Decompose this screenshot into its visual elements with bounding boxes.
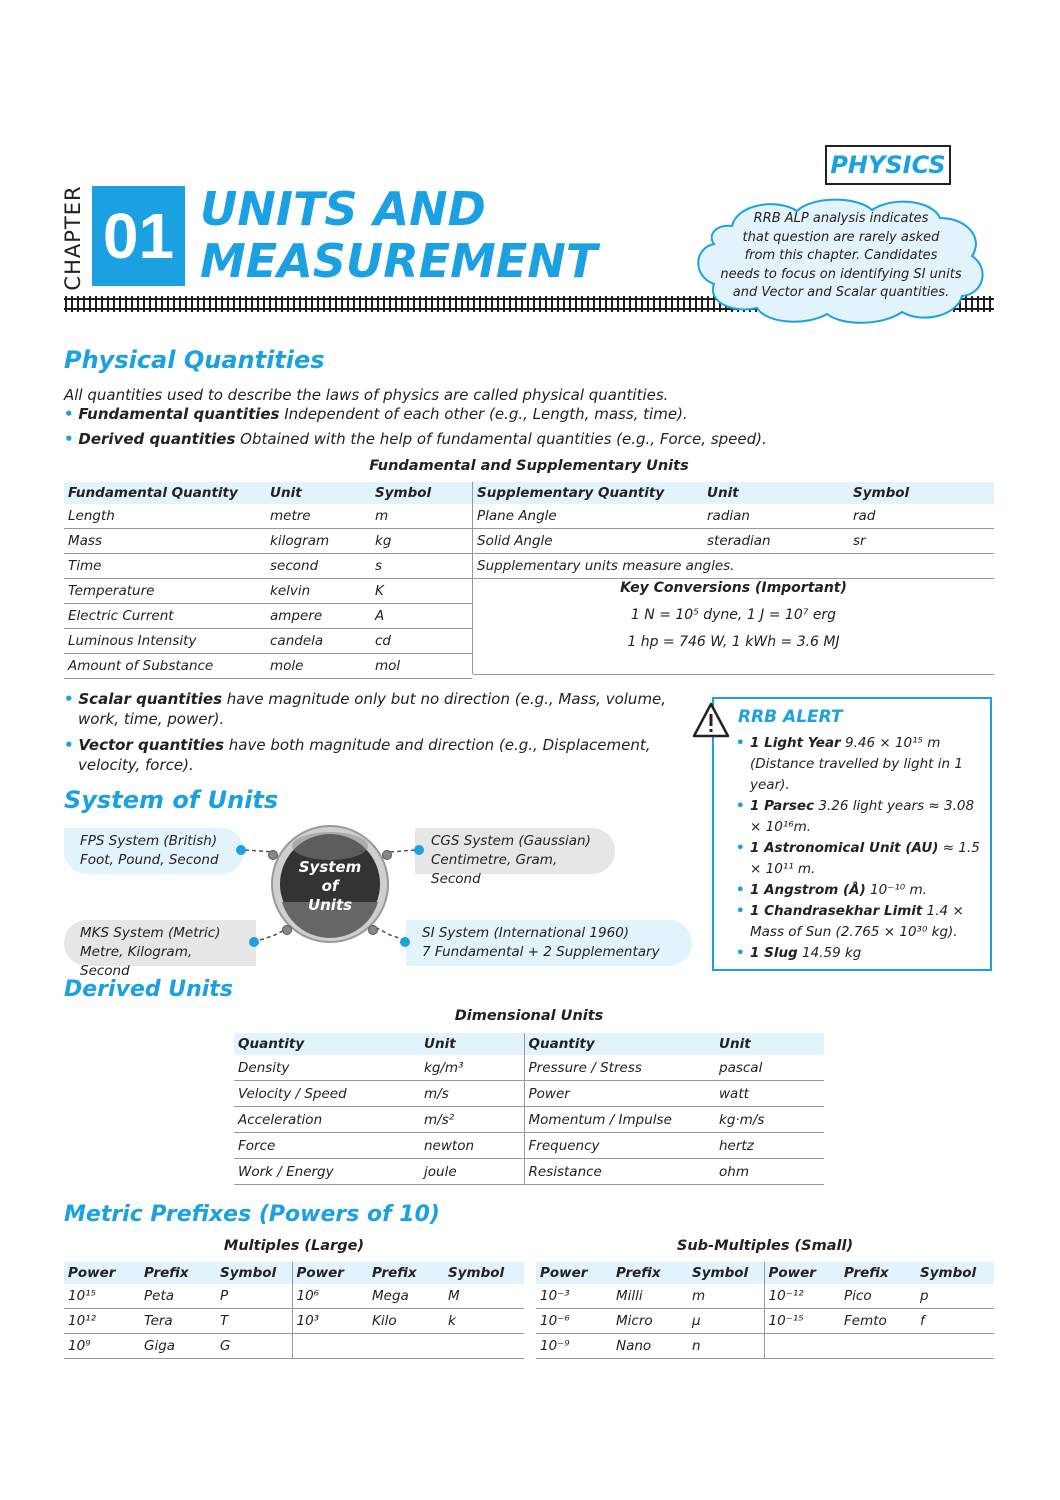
cell: [840, 1334, 916, 1359]
chapter-label: [58, 185, 88, 291]
description: have magnitude only but no direction (e.g., Mass, volume, work, time, power).: [78, 690, 667, 728]
term: Scalar quantities: [78, 690, 223, 708]
table-row: [536, 1334, 994, 1359]
key-conversions-title: Key Conversions (Important): [620, 580, 847, 596]
cell: Peta: [140, 1284, 216, 1309]
list-item: [736, 838, 986, 880]
physical-quantities-intro: All quantities used to describe the laws of physics are called physical quantities.: [64, 386, 669, 404]
cell: kg·m/s: [715, 1107, 824, 1133]
list-item: [736, 943, 986, 964]
cell: n: [688, 1334, 764, 1359]
cgs-system-box: [415, 828, 615, 887]
hub-node: [368, 925, 378, 935]
cell: Pico: [840, 1284, 916, 1309]
term: 1 Slug: [750, 945, 798, 961]
hub-label-line: Units: [307, 896, 353, 914]
column-header: Symbol: [849, 482, 994, 504]
section-heading-system-of-units: System of Units: [64, 786, 279, 814]
system-title: FPS System (British): [80, 833, 218, 849]
cell: Force: [234, 1133, 420, 1159]
cell: rad: [849, 504, 994, 529]
cell: ampere: [266, 604, 371, 629]
cell: Tera: [140, 1309, 216, 1334]
cell: m: [688, 1284, 764, 1309]
cell: watt: [715, 1081, 824, 1107]
description: 14.59 kg: [797, 945, 862, 961]
title-line-1: UNITS AND: [200, 182, 486, 236]
cell: Plane Angle: [473, 504, 703, 529]
term: Fundamental quantities: [78, 405, 280, 423]
bullet-icon: •: [64, 430, 74, 448]
cell: Giga: [140, 1334, 216, 1359]
cell: k: [444, 1309, 524, 1334]
cell: Amount of Substance: [64, 654, 266, 679]
cell: second: [266, 554, 371, 579]
warning-icon: [692, 702, 730, 738]
chapter-title: [200, 183, 660, 287]
supplementary-note: Supplementary units measure angles.: [473, 554, 994, 579]
column-header: Power: [292, 1262, 368, 1284]
column-header: Prefix: [612, 1262, 688, 1284]
system-subtitle: Metre, Kilogram, Second: [80, 944, 193, 979]
system-subtitle: Foot, Pound, Second: [80, 852, 219, 868]
table-row: [64, 604, 472, 629]
cell: hertz: [715, 1133, 824, 1159]
bullet-icon: •: [64, 405, 74, 423]
system-title: CGS System (Gaussian): [431, 833, 591, 849]
table-row: [64, 554, 472, 579]
table-row: [64, 504, 472, 529]
note-line: from this chapter. Candidates: [744, 248, 938, 263]
cell: cd: [371, 629, 472, 654]
cell: radian: [703, 504, 849, 529]
cell: mole: [266, 654, 371, 679]
table-row: [64, 1334, 524, 1359]
system-title: MKS System (Metric): [80, 925, 221, 941]
table-header-row: [473, 482, 994, 504]
fundamental-units-table: [64, 482, 472, 679]
cell: ohm: [715, 1159, 824, 1185]
column-header: Symbol: [688, 1262, 764, 1284]
cell: 10³: [292, 1309, 368, 1334]
section-heading-derived-units: Derived Units: [64, 977, 233, 1002]
column-header: Prefix: [840, 1262, 916, 1284]
description: 3.26 light years ≈ 3.08 × 10¹⁶m.: [750, 798, 975, 835]
table-header-row: [536, 1262, 994, 1284]
cell: Resistance: [524, 1159, 715, 1185]
fps-system-box: [64, 828, 244, 874]
system-subtitle: 7 Fundamental + 2 Supplementary: [422, 944, 660, 960]
derived-units-table: [234, 1033, 824, 1185]
cell: 10⁹: [64, 1334, 140, 1359]
cell: K: [371, 579, 472, 604]
cell: Nano: [612, 1334, 688, 1359]
description: ≈ 1.5 × 10¹¹ m.: [750, 840, 980, 877]
table-row: [234, 1159, 824, 1185]
list-item: [736, 880, 986, 901]
chapter-word: CHAPTER: [61, 185, 85, 291]
cell: Work / Energy: [234, 1159, 420, 1185]
column-header: Unit: [703, 482, 849, 504]
rrb-alert-title: RRB ALERT: [738, 707, 843, 727]
supplementary-units-table: [473, 482, 994, 579]
term: 1 Astronomical Unit (AU): [750, 840, 939, 856]
column-header: Symbol: [216, 1262, 292, 1284]
table-row: [234, 1081, 824, 1107]
cell: Milli: [612, 1284, 688, 1309]
hub-label-line: System: [298, 858, 362, 876]
table-caption: Sub-Multiples (Small): [676, 1238, 854, 1254]
column-header: Supplementary Quantity: [473, 482, 703, 504]
key-conversion-line: 1 N = 10⁵ dyne, 1 J = 10⁷ erg: [630, 607, 837, 623]
column-header: Unit: [266, 482, 371, 504]
table-row: [64, 654, 472, 679]
description: have both magnitude and direction (e.g., Displacement, velocity, force).: [78, 736, 651, 774]
table-row: [64, 579, 472, 604]
table-caption: Multiples (Large): [223, 1238, 365, 1254]
scalar-quantities-bullet: [64, 689, 698, 729]
cell: Power: [524, 1081, 715, 1107]
cell: T: [216, 1309, 292, 1334]
section-heading-metric-prefixes: Metric Prefixes (Powers of 10): [64, 1202, 440, 1227]
cell: μ: [688, 1309, 764, 1334]
note-line: that question are rarely asked: [742, 229, 940, 245]
cgs-connector-dot: [414, 845, 424, 855]
cell: Momentum / Impulse: [524, 1107, 715, 1133]
description: Obtained with the help of fundamental quantities (e.g., Force, speed).: [235, 430, 767, 448]
cell: Micro: [612, 1309, 688, 1334]
cell: Temperature: [64, 579, 266, 604]
table-header-row: [64, 482, 472, 504]
cell: [368, 1334, 444, 1359]
column-header: Power: [536, 1262, 612, 1284]
chapter-number: 01: [92, 186, 185, 286]
cell: 10⁻³: [536, 1284, 612, 1309]
table-bottom-rule: [473, 674, 994, 675]
column-header: Prefix: [368, 1262, 444, 1284]
column-header: Quantity: [524, 1033, 715, 1055]
table-row: [64, 629, 472, 654]
cell: 10⁻¹²: [764, 1284, 840, 1309]
table-row: [473, 504, 994, 529]
note-line: RRB ALP analysis indicates: [753, 211, 929, 226]
section-heading-physical-quantities: Physical Quantities: [64, 346, 325, 374]
multiples-table: [64, 1262, 524, 1359]
hub-node: [282, 925, 292, 935]
list-item: [736, 796, 986, 838]
fundamental-quantities-bullet: [64, 404, 994, 424]
derived-quantities-bullet: [64, 429, 994, 449]
cell: joule: [420, 1159, 524, 1185]
cell: Acceleration: [234, 1107, 420, 1133]
cell: 10¹²: [64, 1309, 140, 1334]
term: 1 Parsec: [750, 798, 815, 814]
si-system-box: [406, 920, 692, 966]
cell: m/s: [420, 1081, 524, 1107]
description: 9.46 × 10¹⁵ m (Distance travelled by light in 1 year).: [750, 735, 963, 793]
cell: 10¹⁵: [64, 1284, 140, 1309]
cell: Luminous Intensity: [64, 629, 266, 654]
cell: G: [216, 1334, 292, 1359]
term: 1 Light Year: [750, 735, 841, 751]
column-header: Fundamental Quantity: [64, 482, 266, 504]
cell: f: [916, 1309, 994, 1334]
cell: 10⁶: [292, 1284, 368, 1309]
si-connector-dot: [400, 937, 410, 947]
cell: Kilo: [368, 1309, 444, 1334]
term: Vector quantities: [78, 736, 224, 754]
term: 1 Angstrom (Å): [750, 882, 866, 898]
term: 1 Chandrasekhar Limit: [750, 903, 923, 919]
cell: kelvin: [266, 579, 371, 604]
column-header: Power: [64, 1262, 140, 1284]
cloud-note-text: [712, 210, 970, 303]
cell: [292, 1334, 368, 1359]
column-header: Symbol: [444, 1262, 524, 1284]
submultiples-table: [536, 1262, 994, 1359]
note-line: needs to focus on identifying SI units: [720, 266, 962, 282]
table-header-row: [64, 1262, 524, 1284]
cell: steradian: [703, 529, 849, 554]
cell: Mass: [64, 529, 266, 554]
description: 1.4 × Mass of Sun (2.765 × 10³⁰ kg).: [750, 903, 964, 940]
hub-label-line: of: [321, 877, 339, 895]
list-item: [736, 733, 986, 796]
cell: Mega: [368, 1284, 444, 1309]
table-row: [64, 1309, 524, 1334]
cell: Length: [64, 504, 266, 529]
cell: p: [916, 1284, 994, 1309]
cell: Solid Angle: [473, 529, 703, 554]
cell: P: [216, 1284, 292, 1309]
mks-system-box: [64, 920, 256, 979]
cell: candela: [266, 629, 371, 654]
column-header: Unit: [420, 1033, 524, 1055]
system-subtitle: Centimetre, Gram, Second: [431, 852, 558, 887]
fps-connector-dot: [236, 845, 246, 855]
table-row: [234, 1107, 824, 1133]
column-header: Power: [764, 1262, 840, 1284]
system-title: SI System (International 1960): [422, 925, 630, 941]
term: Derived quantities: [78, 430, 236, 448]
mks-connector-dot: [249, 937, 259, 947]
cell: metre: [266, 504, 371, 529]
cell: m: [371, 504, 472, 529]
cell: [764, 1334, 840, 1359]
cell: s: [371, 554, 472, 579]
cell: m/s²: [420, 1107, 524, 1133]
hub-label: [262, 858, 398, 915]
column-header: Symbol: [916, 1262, 994, 1284]
cell: [916, 1334, 994, 1359]
hub-node: [382, 850, 392, 860]
table-row: [64, 529, 472, 554]
cell: Femto: [840, 1309, 916, 1334]
table-row: [536, 1309, 994, 1334]
cell: 10⁻¹⁵: [764, 1309, 840, 1334]
table-row: [536, 1284, 994, 1309]
cell: 10⁻⁹: [536, 1334, 612, 1359]
bullet-icon: •: [64, 690, 74, 708]
table-row: [473, 554, 994, 579]
key-conversion-line: 1 hp = 746 W, 1 kWh = 3.6 MJ: [627, 634, 840, 650]
cell: kg/m³: [420, 1055, 524, 1081]
description: 10⁻¹⁰ m.: [865, 882, 927, 898]
cell: sr: [849, 529, 994, 554]
description: Independent of each other (e.g., Length, mass, time).: [279, 405, 688, 423]
column-header: Symbol: [371, 482, 472, 504]
cell: Electric Current: [64, 604, 266, 629]
table-caption: Dimensional Units: [454, 1008, 604, 1024]
cell: pascal: [715, 1055, 824, 1081]
cell: kg: [371, 529, 472, 554]
cell: [444, 1334, 524, 1359]
table-row: [473, 529, 994, 554]
title-line-2: MEASUREMENT: [200, 234, 598, 288]
rrb-alert-list: [736, 733, 986, 964]
vector-quantities-bullet: [64, 735, 698, 775]
table-header-row: [234, 1033, 824, 1055]
subject-tag: PHYSICS: [825, 145, 951, 185]
cell: mol: [371, 654, 472, 679]
cell: Time: [64, 554, 266, 579]
cell: kilogram: [266, 529, 371, 554]
cell: A: [371, 604, 472, 629]
cell: Frequency: [524, 1133, 715, 1159]
table-caption: Fundamental and Supplementary Units: [369, 458, 689, 474]
cell: M: [444, 1284, 524, 1309]
table-row: [234, 1133, 824, 1159]
table-row: [64, 1284, 524, 1309]
cell: Velocity / Speed: [234, 1081, 420, 1107]
note-line: and Vector and Scalar quantities.: [732, 285, 950, 300]
list-item: [736, 901, 986, 943]
cell: newton: [420, 1133, 524, 1159]
column-header: Unit: [715, 1033, 824, 1055]
column-header: Prefix: [140, 1262, 216, 1284]
column-header: Quantity: [234, 1033, 420, 1055]
cell: Density: [234, 1055, 420, 1081]
table-row: [234, 1055, 824, 1081]
cell: Pressure / Stress: [524, 1055, 715, 1081]
bullet-icon: •: [64, 736, 74, 754]
hub-node: [268, 850, 278, 860]
cell: 10⁻⁶: [536, 1309, 612, 1334]
